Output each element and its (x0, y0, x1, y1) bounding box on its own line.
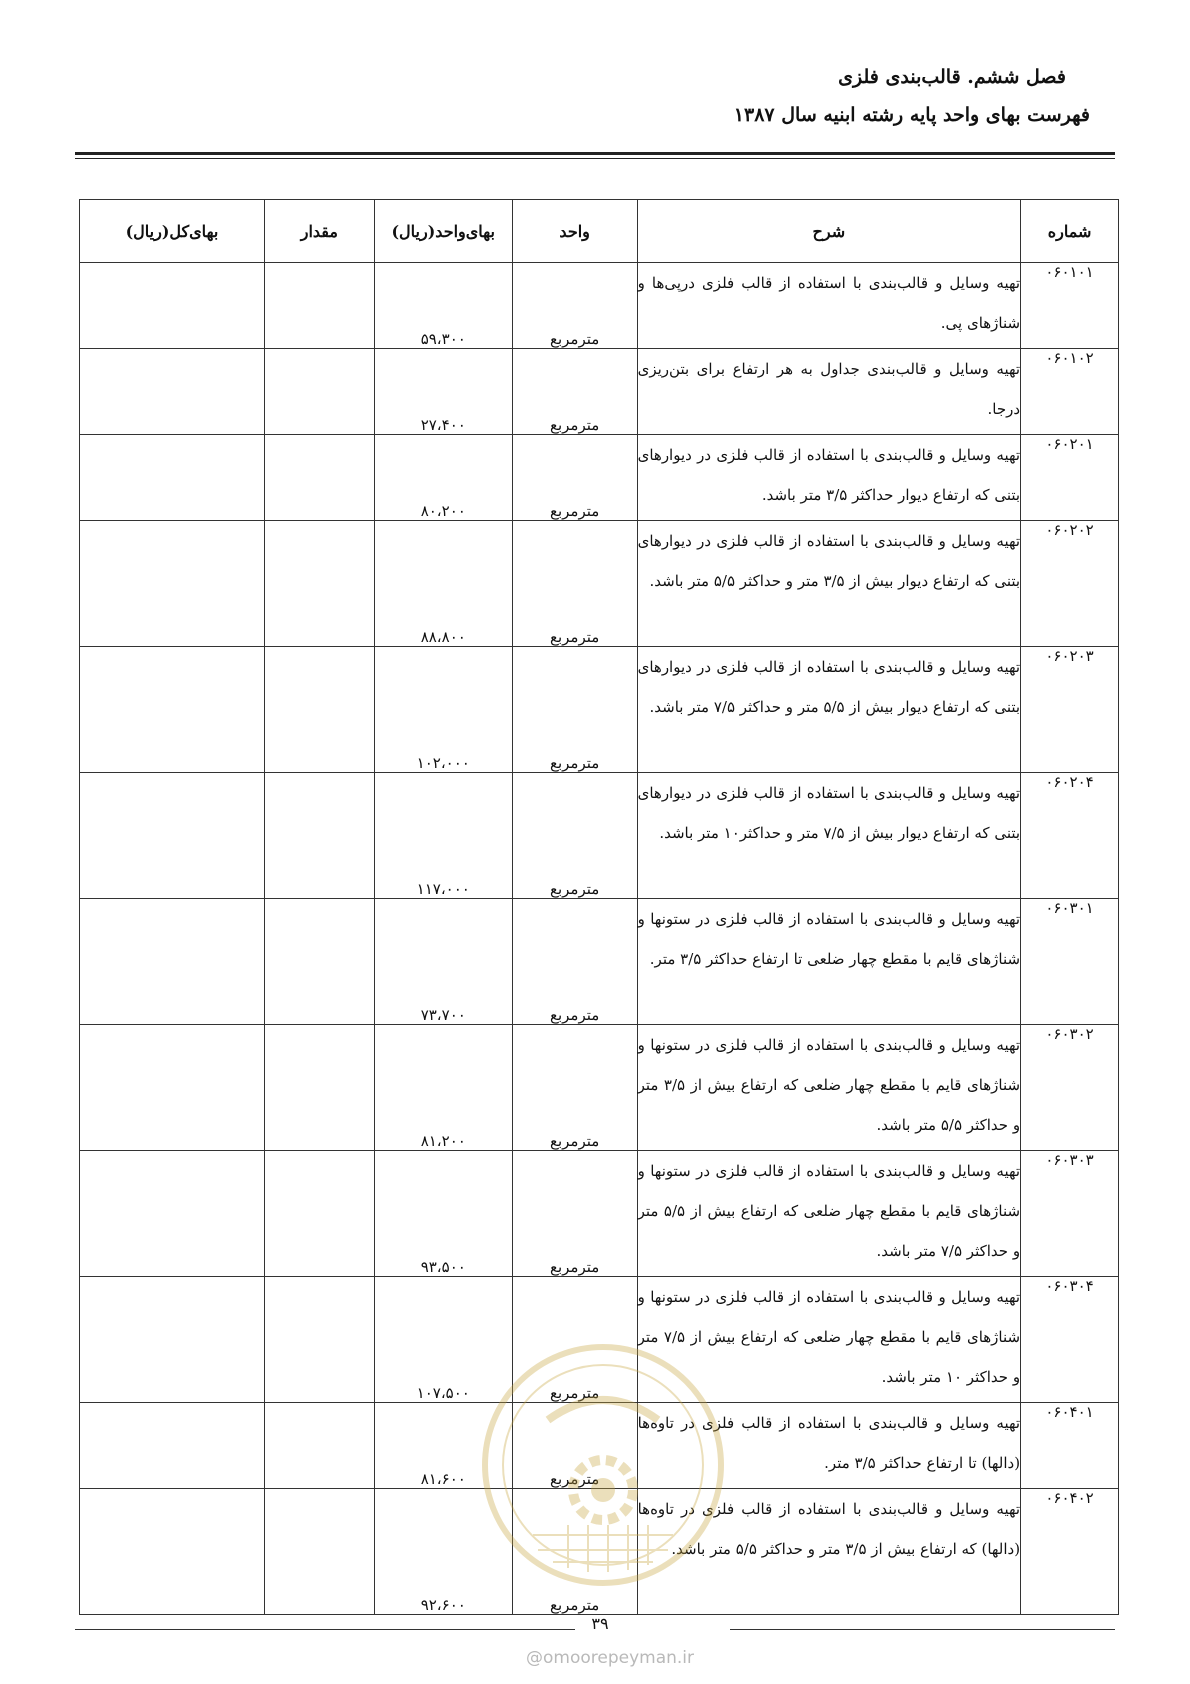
item-unit-price: ۱۰۲،۰۰۰ (374, 647, 512, 773)
item-description: تهیه وسایل و قالب‌بندی با استفاده از قالب فلزی در ستونها و شناژهای قایم با مقطع چهار ضلعی که ارتفاع بیش از ۵/۵ متر و حداکثر ۷/۵ متر باشد. (637, 1151, 1020, 1277)
item-description: تهیه وسایل و قالب‌بندی با استفاده از قالب فلزی در دیوارهای بتنی که ارتفاع دیوار بیش از ۵/۵ متر و حداکثر ۷/۵ متر باشد. (637, 647, 1020, 773)
header-rule-thick (75, 152, 1115, 155)
item-unit: مترمربع (512, 647, 637, 773)
item-number: ۰۶۰۴۰۱ (1021, 1403, 1119, 1489)
table-row (80, 773, 1119, 899)
item-unit: مترمربع (512, 1277, 637, 1403)
item-description: تهیه وسایل و قالب‌بندی با استفاده از قالب فلزی در ستونها و شناژهای قایم با مقطع چهار ضلعی تا ارتفاع حداکثر ۳/۵ متر. (637, 899, 1020, 1025)
table-header-row (80, 200, 1119, 263)
item-total (80, 1025, 265, 1151)
table-row (80, 899, 1119, 1025)
item-number: ۰۶۰۲۰۳ (1021, 647, 1119, 773)
item-unit: مترمربع (512, 899, 637, 1025)
item-total (80, 435, 265, 521)
item-quantity (264, 349, 374, 435)
item-unit: مترمربع (512, 1151, 637, 1277)
item-total (80, 1403, 265, 1489)
table-row (80, 435, 1119, 521)
page-number: ۳۹ (591, 1614, 609, 1633)
table-row (80, 521, 1119, 647)
item-quantity (264, 1489, 374, 1615)
item-quantity (264, 899, 374, 1025)
item-description: تهیه وسایل و قالب‌بندی با استفاده از قالب فلزی در دیوارهای بتنی که ارتفاع دیوار حداکثر ۳/۵ متر باشد. (637, 435, 1020, 521)
item-number: ۰۶۰۳۰۴ (1021, 1277, 1119, 1403)
page-header (734, 60, 1090, 132)
item-quantity (264, 1403, 374, 1489)
column-header-quantity: مقدار (264, 200, 374, 263)
document-subtitle: فهرست بهای واحد پایه رشته ابنیه سال ۱۳۸۷ (733, 104, 1090, 126)
item-total (80, 263, 265, 349)
item-unit-price: ۱۰۷،۵۰۰ (374, 1277, 512, 1403)
item-unit-price: ۵۹،۳۰۰ (374, 263, 512, 349)
item-total (80, 1151, 265, 1277)
item-unit: مترمربع (512, 1025, 637, 1151)
item-unit: مترمربع (512, 349, 637, 435)
item-unit-price: ۸۸،۸۰۰ (374, 521, 512, 647)
table-row (80, 1489, 1119, 1615)
item-unit-price: ۹۲،۶۰۰ (374, 1489, 512, 1615)
item-quantity (264, 1151, 374, 1277)
item-number: ۰۶۰۲۰۱ (1021, 435, 1119, 521)
item-number: ۰۶۰۳۰۲ (1021, 1025, 1119, 1151)
item-unit: مترمربع (512, 435, 637, 521)
item-unit: مترمربع (512, 1403, 637, 1489)
item-number: ۰۶۰۲۰۴ (1021, 773, 1119, 899)
item-number: ۰۶۰۴۰۲ (1021, 1489, 1119, 1615)
item-quantity (264, 1025, 374, 1151)
item-number: ۰۶۰۳۰۳ (1021, 1151, 1119, 1277)
item-unit-price: ۹۳،۵۰۰ (374, 1151, 512, 1277)
table-row (80, 349, 1119, 435)
item-quantity (264, 263, 374, 349)
item-total (80, 773, 265, 899)
item-unit-price: ۸۱،۶۰۰ (374, 1403, 512, 1489)
item-quantity (264, 773, 374, 899)
website-watermark: @omoorepeyman.ir (525, 1648, 695, 1668)
item-total (80, 899, 265, 1025)
table-row (80, 1403, 1119, 1489)
item-quantity (264, 435, 374, 521)
column-header-number: شماره (1021, 200, 1119, 263)
column-header-description: شرح (637, 200, 1020, 263)
item-total (80, 349, 265, 435)
item-description: تهیه وسایل و قالب‌بندی جداول به هر ارتفاع برای بتن‌ریزی درجا. (637, 349, 1020, 435)
table-row (80, 1151, 1119, 1277)
chapter-title: فصل ششم. قالب‌بندی فلزی (838, 66, 1066, 88)
item-number: ۰۶۰۱۰۲ (1021, 349, 1119, 435)
item-unit-price: ۸۰،۲۰۰ (374, 435, 512, 521)
header-rule-thin (75, 158, 1115, 159)
item-quantity (264, 521, 374, 647)
footer-rule-left (75, 1629, 575, 1630)
item-description: تهیه وسایل و قالب‌بندی با استفاده از قالب فلزی در دیوارهای بتنی که ارتفاع دیوار بیش از ۷/۵ متر و حداکثر۱۰ متر باشد. (637, 773, 1020, 899)
table-row (80, 263, 1119, 349)
item-unit-price: ۱۱۷،۰۰۰ (374, 773, 512, 899)
column-header-unit-price: بهای‌واحد(ریال) (374, 200, 512, 263)
table-row (80, 647, 1119, 773)
item-description: تهیه وسایل و قالب‌بندی با استفاده از قالب فلزی در تاوه‌ها (دالها) که ارتفاع بیش از ۳/۵ متر و حداکثر ۵/۵ متر باشد. (637, 1489, 1020, 1615)
item-quantity (264, 1277, 374, 1403)
column-header-total: بهای‌کل(ریال) (80, 200, 265, 263)
item-unit: مترمربع (512, 521, 637, 647)
item-description: تهیه وسایل و قالب‌بندی با استفاده از قالب فلزی در دیوارهای بتنی که ارتفاع دیوار بیش از ۳/۵ متر و حداکثر ۵/۵ متر باشد. (637, 521, 1020, 647)
item-unit: مترمربع (512, 773, 637, 899)
item-total (80, 647, 265, 773)
item-number: ۰۶۰۱۰۱ (1021, 263, 1119, 349)
footer-rule-right (730, 1629, 1115, 1630)
item-unit-price: ۷۳،۷۰۰ (374, 899, 512, 1025)
item-number: ۰۶۰۳۰۱ (1021, 899, 1119, 1025)
column-header-unit: واحد (512, 200, 637, 263)
item-description: تهیه وسایل و قالب‌بندی با استفاده از قالب فلزی در ستونها و شناژهای قایم با مقطع چهار ضلعی که ارتفاع بیش از ۳/۵ متر و حداکثر ۵/۵ متر باشد. (637, 1025, 1020, 1151)
item-description: تهیه وسایل و قالب‌بندی با استفاده از قالب فلزی درپی‌ها و شناژهای پی. (637, 263, 1020, 349)
item-unit-price: ۸۱،۲۰۰ (374, 1025, 512, 1151)
table-row (80, 1025, 1119, 1151)
item-unit: مترمربع (512, 263, 637, 349)
item-unit: مترمربع (512, 1489, 637, 1615)
item-description: تهیه وسایل و قالب‌بندی با استفاده از قالب فلزی در ستونها و شناژهای قایم با مقطع چهار ضلعی که ارتفاع بیش از ۷/۵ متر و حداکثر ۱۰ متر باشد. (637, 1277, 1020, 1403)
item-total (80, 521, 265, 647)
item-unit-price: ۲۷،۴۰۰ (374, 349, 512, 435)
table-row (80, 1277, 1119, 1403)
item-quantity (264, 647, 374, 773)
price-list-table (79, 199, 1119, 1615)
item-number: ۰۶۰۲۰۲ (1021, 521, 1119, 647)
item-description: تهیه وسایل و قالب‌بندی با استفاده از قالب فلزی در تاوه‌ها (دالها) تا ارتفاع حداکثر ۳/۵ متر. (637, 1403, 1020, 1489)
item-total (80, 1489, 265, 1615)
item-total (80, 1277, 265, 1403)
